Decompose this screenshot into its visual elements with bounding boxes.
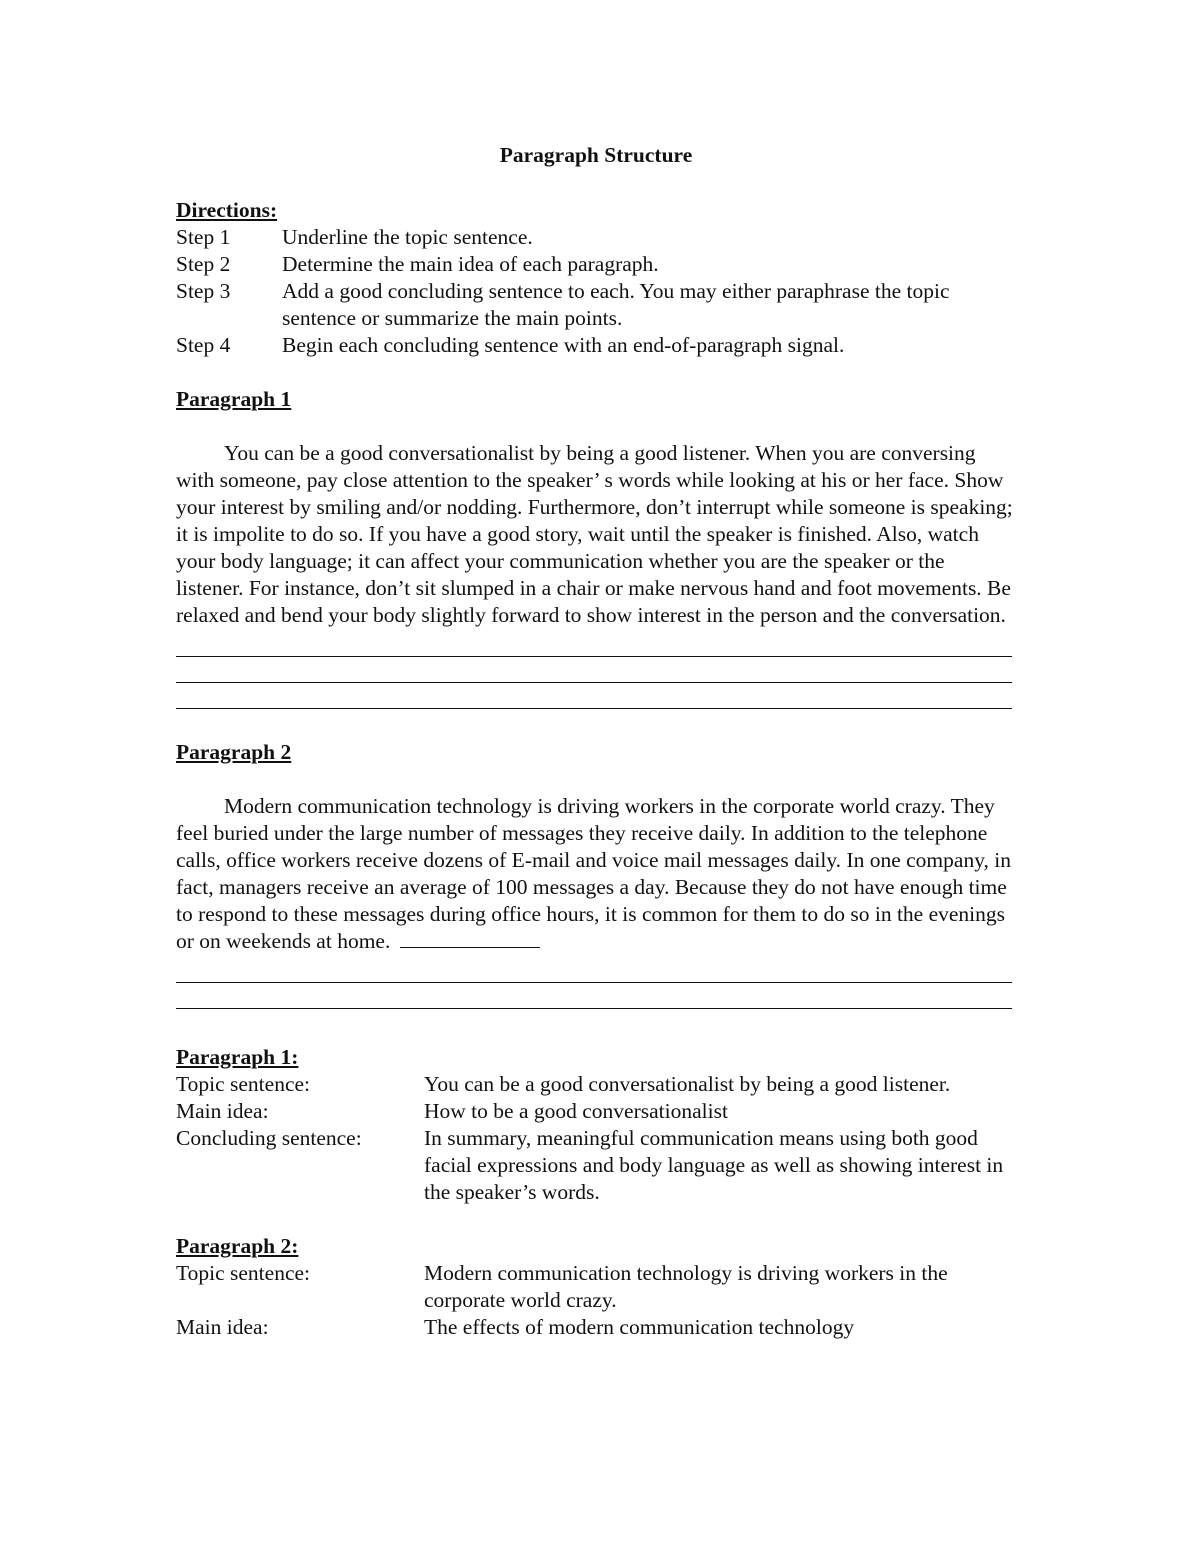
step-label: Step 4: [176, 333, 231, 357]
answer-row: [176, 1071, 1016, 1098]
answer-value: How to be a good conversationalist: [424, 1099, 728, 1123]
answer-row: [176, 1314, 1016, 1341]
step-row: [176, 278, 1016, 332]
answer-inline-blank[interactable]: [400, 929, 540, 948]
step-text: Add a good concluding sentence to each. You may either paraphrase the topic sentence or summarize the main points.: [282, 279, 950, 330]
paragraph-2-text: Modern communication technology is driving workers in the corporate world crazy. They feel buried under the large number of messages they receive daily. In addition to the telephone calls, office workers receive dozens of E-mail and voice mail messages daily. In one company, in fact, managers receive an average of 100 messages a day. Because they do not have enough time to respond to these messages during office hours, it is common for them to do so in the evenings or on weekends at home.: [176, 794, 1012, 953]
answer-value: Modern communication technology is driving workers in the corporate world crazy.: [424, 1261, 948, 1312]
answer-row: [176, 1125, 1016, 1206]
answer-blank-line[interactable]: [176, 983, 1012, 1009]
step-text: Begin each concluding sentence with an end-of-paragraph signal.: [282, 333, 845, 357]
step-text: Determine the main idea of each paragraph.: [282, 252, 659, 276]
answer-label: Topic sentence:: [176, 1072, 311, 1096]
answer-label: Topic sentence:: [176, 1261, 311, 1285]
paragraph-2-body: [176, 793, 1016, 955]
step-row: [176, 224, 1016, 251]
step-text: Underline the topic sentence.: [282, 225, 533, 249]
answer-blank-line[interactable]: [176, 957, 1012, 983]
answer-blank-line[interactable]: [176, 657, 1012, 683]
answer-value: In summary, meaningful communication means using both good facial expressions and body language as well as showing interest in the speaker’s words.: [424, 1126, 1004, 1204]
answer-label: Main idea:: [176, 1099, 269, 1123]
worksheet-page: [176, 142, 1016, 1341]
step-label: Step 3: [176, 279, 231, 303]
directions-heading: Directions:: [176, 198, 278, 222]
paragraph-1-heading: Paragraph 1: [176, 387, 292, 411]
answer-row: [176, 1260, 1016, 1314]
step-row: [176, 251, 1016, 278]
answers-paragraph-2-heading: Paragraph 2:: [176, 1234, 299, 1258]
answer-value: You can be a good conversationalist by being a good listener.: [424, 1072, 951, 1096]
step-label: Step 2: [176, 252, 231, 276]
step-row: [176, 332, 1016, 359]
step-label: Step 1: [176, 225, 231, 249]
answer-blank-line[interactable]: [176, 683, 1012, 709]
answers-paragraph-1-heading: Paragraph 1:: [176, 1045, 299, 1069]
answer-label: Main idea:: [176, 1315, 269, 1339]
paragraph-1-text: You can be a good conversationalist by being a good listener. When you are conversing with someone, pay close attention to the speaker’ s words while looking at his or her face. Show your interest by smiling and/or nodding. Furthermore, don’t interrupt while someone is speaking; it is impolite to do so. If you have a good story, wait until the speaker is finished. Also, watch your body language; it can affect your communication whether you are the speaker or the listener. For instance, don’t sit slumped in a chair or make nervous hand and foot movements. Be relaxed and bend your body slightly forward to show interest in the person and the conversation.: [176, 441, 1013, 627]
answer-blank-line[interactable]: [176, 631, 1012, 657]
page-title: Paragraph Structure: [499, 143, 693, 167]
answer-row: [176, 1098, 1016, 1125]
answer-value: The effects of modern communication technology: [424, 1315, 855, 1339]
paragraph-2-heading: Paragraph 2: [176, 740, 292, 764]
answer-label: Concluding sentence:: [176, 1126, 362, 1150]
